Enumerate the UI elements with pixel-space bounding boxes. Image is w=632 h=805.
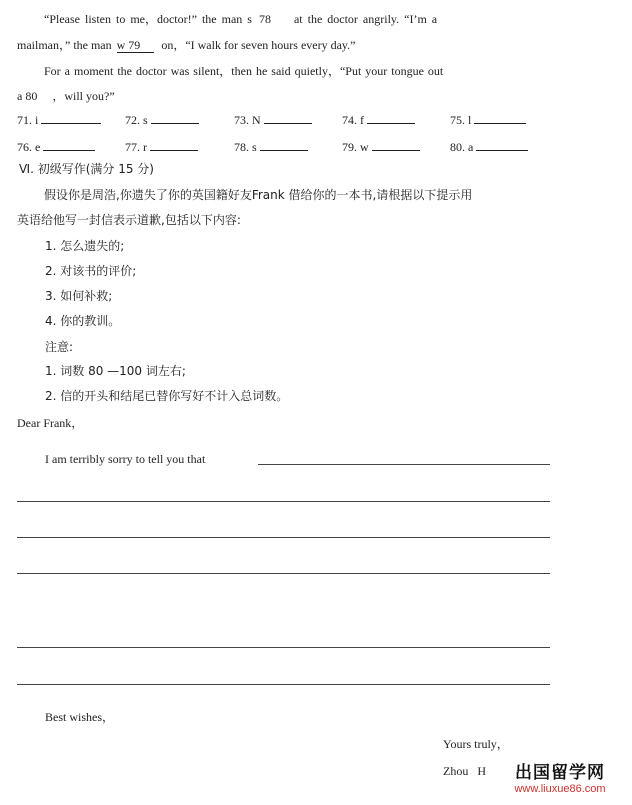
passage-line-2-start: mailman，” the man — [17, 38, 112, 52]
letter-signature: Zhou H — [443, 764, 486, 778]
requirement-point-3: 3. 如何补救; — [45, 289, 113, 303]
answer-blank-71[interactable] — [17, 112, 101, 128]
note-1: 1. 词数 80 —100 词左右; — [45, 364, 186, 378]
blank-label: 77. r — [125, 140, 147, 154]
site-watermark — [496, 763, 624, 799]
prompt-line-2: 英语给他写一封信表示道歉,包括以下内容: — [17, 213, 241, 227]
blank-label: 74. f — [342, 113, 364, 127]
writing-line-4[interactable] — [17, 647, 550, 648]
blank-line — [367, 112, 415, 124]
letter-signoff: Yours truly， — [443, 737, 509, 751]
section-heading: Ⅵ. 初级写作(满分 15 分) — [19, 162, 154, 176]
passage-line-4 — [17, 87, 115, 104]
answer-blank-72[interactable] — [125, 112, 199, 128]
prompt-line-1: 假设你是周浩,你遗失了你的英国籍好友Frank 借给你的一本书,请根据以下提示用 — [44, 188, 473, 202]
blank-line — [476, 139, 528, 151]
passage-line-2 — [17, 36, 355, 53]
requirement-point-4: 4. 你的教训。 — [45, 314, 121, 328]
blank-line — [264, 112, 312, 124]
blank-79-marker: w 79 — [117, 38, 155, 53]
answer-blank-73[interactable] — [234, 112, 312, 128]
answer-blank-77[interactable] — [125, 139, 198, 155]
letter-closing: Best wishes， — [45, 710, 115, 724]
blank-label: 78. s — [234, 140, 257, 154]
blank-label: 76. e — [17, 140, 41, 154]
passage-line-4-end: ，will you?” — [52, 89, 115, 103]
requirement-point-2: 2. 对该书的评价; — [45, 264, 137, 278]
blank-label: 72. s — [125, 113, 148, 127]
answer-blank-75[interactable] — [450, 112, 526, 128]
answer-blank-76[interactable] — [17, 139, 95, 155]
passage-line-3: For a moment the doctor was silent，then he said quietly，“Put your tongue out — [44, 64, 444, 78]
writing-line-3[interactable] — [17, 573, 550, 574]
blank-line — [474, 112, 526, 124]
blank-line — [260, 139, 308, 151]
blank-78-marker: 78 — [258, 12, 271, 26]
blank-label: 80. a — [450, 140, 474, 154]
answer-blank-78[interactable] — [234, 139, 308, 155]
writing-line-1[interactable] — [17, 501, 550, 502]
blank-label: 79. w — [342, 140, 369, 154]
passage-line-1-end: at the doctor angrily. “I’m a — [293, 12, 438, 26]
blank-label: 75. l — [450, 113, 472, 127]
notes-label: 注意: — [45, 340, 74, 354]
blank-label: 73. N — [234, 113, 261, 127]
note-2: 2. 信的开头和结尾已替你写好不计入总词数。 — [45, 389, 289, 403]
letter-salutation: Dear Frank， — [17, 416, 84, 430]
letter-opening-text: I am terribly sorry to tell you that — [45, 452, 206, 466]
writing-line-0[interactable] — [258, 464, 550, 465]
blank-line — [372, 139, 420, 151]
blank-line — [150, 139, 198, 151]
passage-line-2-end: on，“I walk for seven hours every day.” — [161, 38, 356, 52]
answer-blank-79[interactable] — [342, 139, 420, 155]
answer-blank-80[interactable] — [450, 139, 528, 155]
answer-blank-74[interactable] — [342, 112, 415, 128]
passage-line-1-start: “Please listen to me，doctor!” the man s — [44, 12, 252, 26]
watermark-title: 出国留学网 — [515, 763, 605, 783]
watermark-url: www.liuxue86.com — [514, 783, 606, 795]
requirement-point-1: 1. 怎么遗失的; — [45, 239, 125, 253]
blank-label: 71. i — [17, 113, 39, 127]
blank-line — [43, 139, 95, 151]
blank-80-marker: a 80 — [17, 89, 38, 103]
writing-line-5[interactable] — [17, 684, 550, 685]
blank-line — [151, 112, 199, 124]
writing-line-2[interactable] — [17, 537, 550, 538]
passage-line-1 — [44, 10, 437, 27]
letter-opening — [45, 452, 205, 467]
blank-line — [41, 112, 101, 124]
